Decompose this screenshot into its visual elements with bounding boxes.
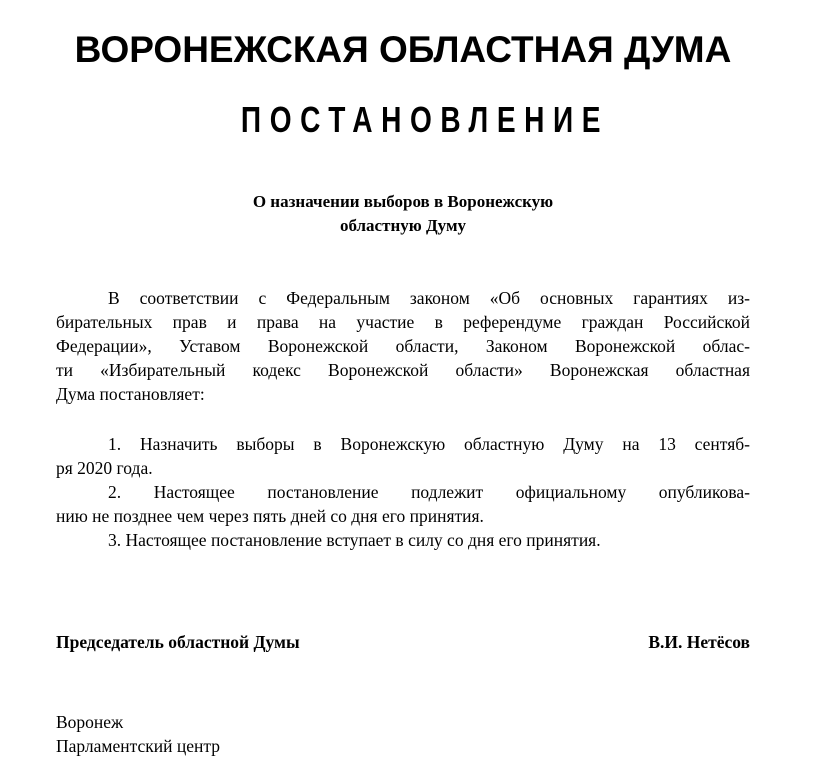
document-footer (56, 710, 220, 758)
document-subject (0, 190, 806, 238)
preamble-paragraph (56, 286, 750, 406)
resolution-items (56, 432, 750, 552)
item-line: нию не позднее чем через пять дней со дня его принятия. (56, 506, 484, 526)
signature-block (56, 630, 750, 654)
signatory-name: В.И. Нетёсов (648, 632, 750, 652)
document-type-heading: ПОСТАНОВЛЕНИЕ (240, 99, 610, 140)
preamble-line: Дума постановляет: (56, 384, 205, 404)
item-line: ря 2020 года. (56, 458, 153, 478)
signatory-title: Председатель областной Думы (56, 632, 300, 652)
preamble-line: В соответствии с Федеральным законом «Об основных гарантиях из- (108, 288, 750, 308)
footer-city: Воронеж (56, 712, 124, 732)
item-line: 3. Настоящее постановление вступает в силу со дня его принятия. (108, 530, 601, 550)
footer-place: Парламентский центр (56, 736, 220, 756)
preamble-line: ти «Избирательный кодекс Воронежской области» Воронежская областная (56, 360, 750, 380)
subject-line: областную Думу (339, 216, 467, 235)
preamble-line: Федерации», Уставом Воронежской области, Законом Воронежской облас- (56, 336, 750, 356)
subject-line: О назначении выборов в Воронежскую (252, 192, 554, 211)
item-line: 2. Настоящее постановление подлежит официальному опубликова- (108, 482, 750, 502)
item-line: 1. Назначить выборы в Воронежскую областную Думу на 13 сентяб- (108, 434, 750, 454)
preamble-line: бирательных прав и права на участие в референдуме граждан Российской (56, 312, 750, 332)
organization-title: ВОРОНЕЖСКАЯ ОБЛАСТНАЯ ДУМА (74, 29, 732, 70)
